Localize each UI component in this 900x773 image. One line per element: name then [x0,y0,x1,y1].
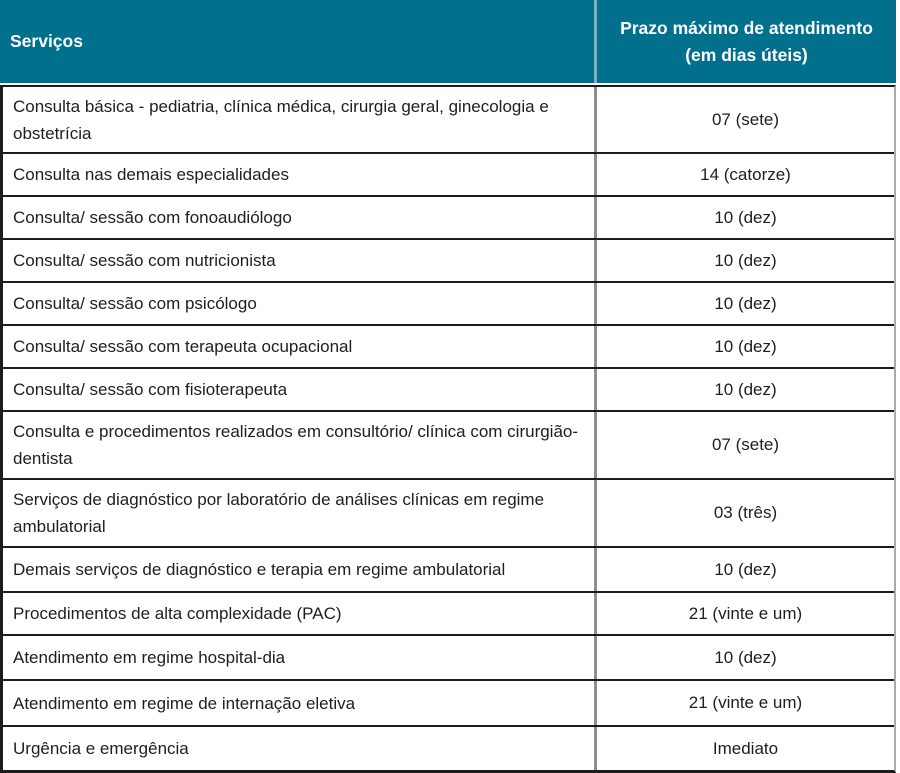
service-cell: Consulta/ sessão com terapeuta ocupacional [3,326,597,367]
table-row [3,412,894,480]
table-row [3,593,894,636]
service-cell: Urgência e emergência [3,727,597,770]
table-row [3,283,894,326]
column-header-services: Serviços [0,0,597,83]
service-cell: Procedimentos de alta complexidade (PAC) [3,593,597,634]
table-row [3,369,894,412]
table-header-row [0,0,896,85]
service-cell: Consulta e procedimentos realizados em consultório/ clínica com cirurgião-dentista [3,412,597,478]
deadline-cell: 21 (vinte e um) [688,603,803,623]
table-row [3,636,894,681]
service-cell: Consulta básica - pediatria, clínica médica, cirurgia geral, ginecologia e obstetrícia [3,87,597,152]
deadline-cell: 07 (sete) [711,435,780,454]
column-header-deadline [597,0,896,83]
table-body [0,85,896,773]
deadline-cell: 14 (catorze) [700,164,791,184]
deadline-cell: 10 (dez) [714,379,777,399]
deadline-cell: 10 (dez) [714,293,777,313]
table-row [3,154,894,197]
service-cell: Demais serviços de diagnóstico e terapia em regime ambulatorial [3,548,597,591]
service-cell: Consulta nas demais especialidades [3,154,597,195]
deadline-cell: 03 (três) [713,503,778,522]
table-row [3,681,894,727]
column-header-deadline-line2: (em dias úteis) [685,44,808,65]
service-cell: Atendimento em regime de internação eletiva [3,681,597,725]
table-row [3,197,894,240]
deadline-cell: 10 (dez) [714,559,777,579]
table-row [3,548,894,593]
service-cell: Serviços de diagnóstico por laboratório de análises clínicas em regime ambulatorial [3,480,597,546]
deadline-cell: 07 (sete) [711,109,780,129]
deadline-cell: 10 (dez) [714,647,777,667]
table-row [3,326,894,369]
deadline-cell: 21 (vinte e um) [688,693,803,712]
table-row [3,727,894,770]
service-cell: Consulta/ sessão com nutricionista [3,240,597,281]
column-header-deadline-line1: Prazo máximo de atendimento [620,17,873,38]
service-cell: Consulta/ sessão com fisioterapeuta [3,369,597,410]
table-row [3,480,894,548]
service-cell: Consulta/ sessão com fonoaudiólogo [3,197,597,238]
deadline-cell: 10 (dez) [714,336,777,356]
table-row [3,87,894,154]
deadline-cell: 10 (dez) [714,207,777,227]
table-row [3,240,894,283]
service-cell: Atendimento em regime hospital-dia [3,636,597,679]
service-cell: Consulta/ sessão com psicólogo [3,283,597,324]
deadline-cell: Imediato [712,738,779,758]
deadline-cell: 10 (dez) [714,250,777,270]
